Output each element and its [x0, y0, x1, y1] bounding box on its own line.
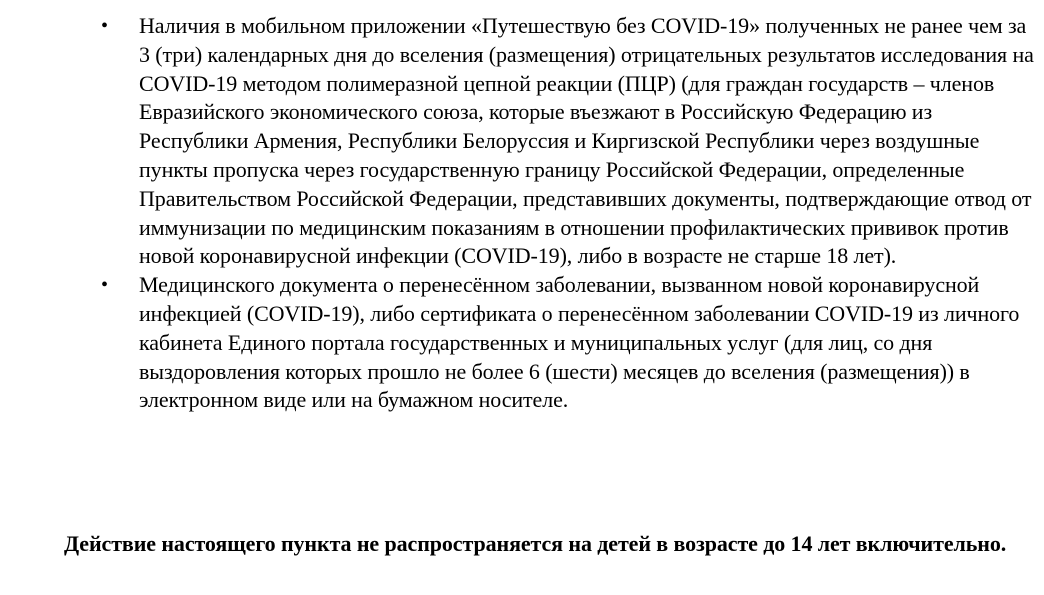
requirements-list	[0, 12, 1044, 415]
bullet-icon: •	[101, 15, 108, 37]
list-item	[0, 271, 1044, 415]
exception-note: Действие настоящего пункта не распространяется на детей в возрасте до 14 лет включительно.	[64, 531, 1007, 556]
list-item	[0, 12, 1044, 271]
list-item-text: Наличия в мобильном приложении «Путешествую без COVID-19» полученных не ранее чем за 3 (три) календарных дня до вселения (размещения) отрицательных результатов исследования на COVID-19 методом полимеразной цепной реакции (ПЦР) (для граждан государств – членов Евразийского экономического союза, которые въезжают в Российскую Федерацию из Республики Армения, Республики Белоруссия и Киргизской Республики через воздушные пункты пропуска через государственную границу Российской Федерации, определенные Правительством Российской Федерации, представивших документы, подтверждающие отвод от иммунизации по медицинским показаниям в отношении профилактических прививок против новой коронавирусной инфекции (COVID-19), либо в возрасте не старше 18 лет).	[139, 13, 1034, 269]
list-item-text: Медицинского документа о перенесённом заболевании, вызванном новой коронавирусной инфекцией (COVID-19), либо сертификата о перенесённом заболевании COVID-19 из личного кабинета Единого портала государственных и муниципальных услуг (для лиц, со дня выздоровления которых прошло не более 6 (шести) месяцев до вселения (размещения)) в электронном виде или на бумажном носителе.	[139, 272, 1020, 413]
bullet-icon: •	[101, 274, 108, 297]
